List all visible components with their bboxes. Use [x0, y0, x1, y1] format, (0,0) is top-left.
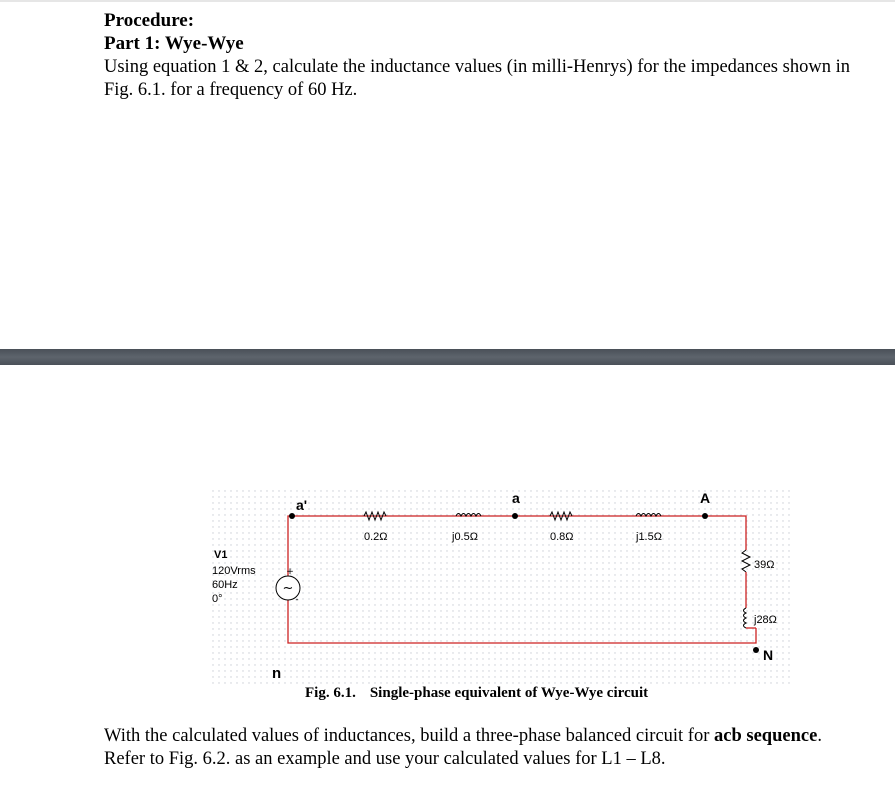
part-heading: Part 1: Wye-Wye	[104, 33, 244, 54]
closing-bold-text: acb sequence	[714, 726, 818, 746]
source-frequency: 60Hz	[212, 579, 238, 591]
label-A: A	[700, 490, 711, 506]
page-separator-bar	[0, 349, 895, 365]
instruction-text: Using equation 1 & 2, calculate the inductance values (in milli-Henrys) for the impedances shown in Fig. 6.1. for a frequency of 60 Hz.	[104, 57, 850, 100]
caption-number: Fig. 6.1.	[305, 685, 356, 701]
page-top-border	[0, 0, 895, 2]
node-dot-a	[512, 513, 518, 519]
figure-caption	[305, 685, 648, 702]
label-a-prime: a'	[296, 497, 308, 513]
closing-text-after: . Refer to Fig. 6.2. as an example and use your calculated values for L1 – L8.	[104, 726, 822, 769]
caption-text: Single-phase equivalent of Wye-Wye circuit	[369, 685, 649, 701]
source-voltage: 120Vrms	[212, 565, 256, 577]
source-minus: -	[295, 595, 299, 605]
source-plus: +	[286, 567, 294, 577]
closing-paragraph	[104, 725, 864, 771]
label-N: N	[763, 647, 774, 663]
circuit-diagram	[200, 478, 800, 703]
label-r-load: 39Ω	[754, 559, 775, 571]
procedure-heading: Procedure:	[104, 10, 195, 31]
label-x2: j1.5Ω	[636, 531, 662, 543]
label-x1: j0.5Ω	[452, 531, 478, 543]
source-name: V1	[214, 549, 228, 561]
ac-symbol: ~	[282, 581, 294, 596]
node-dot-A	[702, 513, 708, 519]
label-a: a	[512, 490, 520, 506]
label-r1: 0.2Ω	[364, 531, 388, 543]
closing-text-before: With the calculated values of inductances, build a three-phase balanced circuit for	[104, 726, 715, 746]
node-dot-N	[753, 647, 759, 653]
label-n: n	[272, 665, 282, 682]
node-dot-a-prime	[289, 513, 295, 519]
label-x-load: j28Ω	[754, 614, 777, 626]
source-phase: 0°	[212, 593, 223, 605]
label-r2: 0.8Ω	[550, 531, 574, 543]
